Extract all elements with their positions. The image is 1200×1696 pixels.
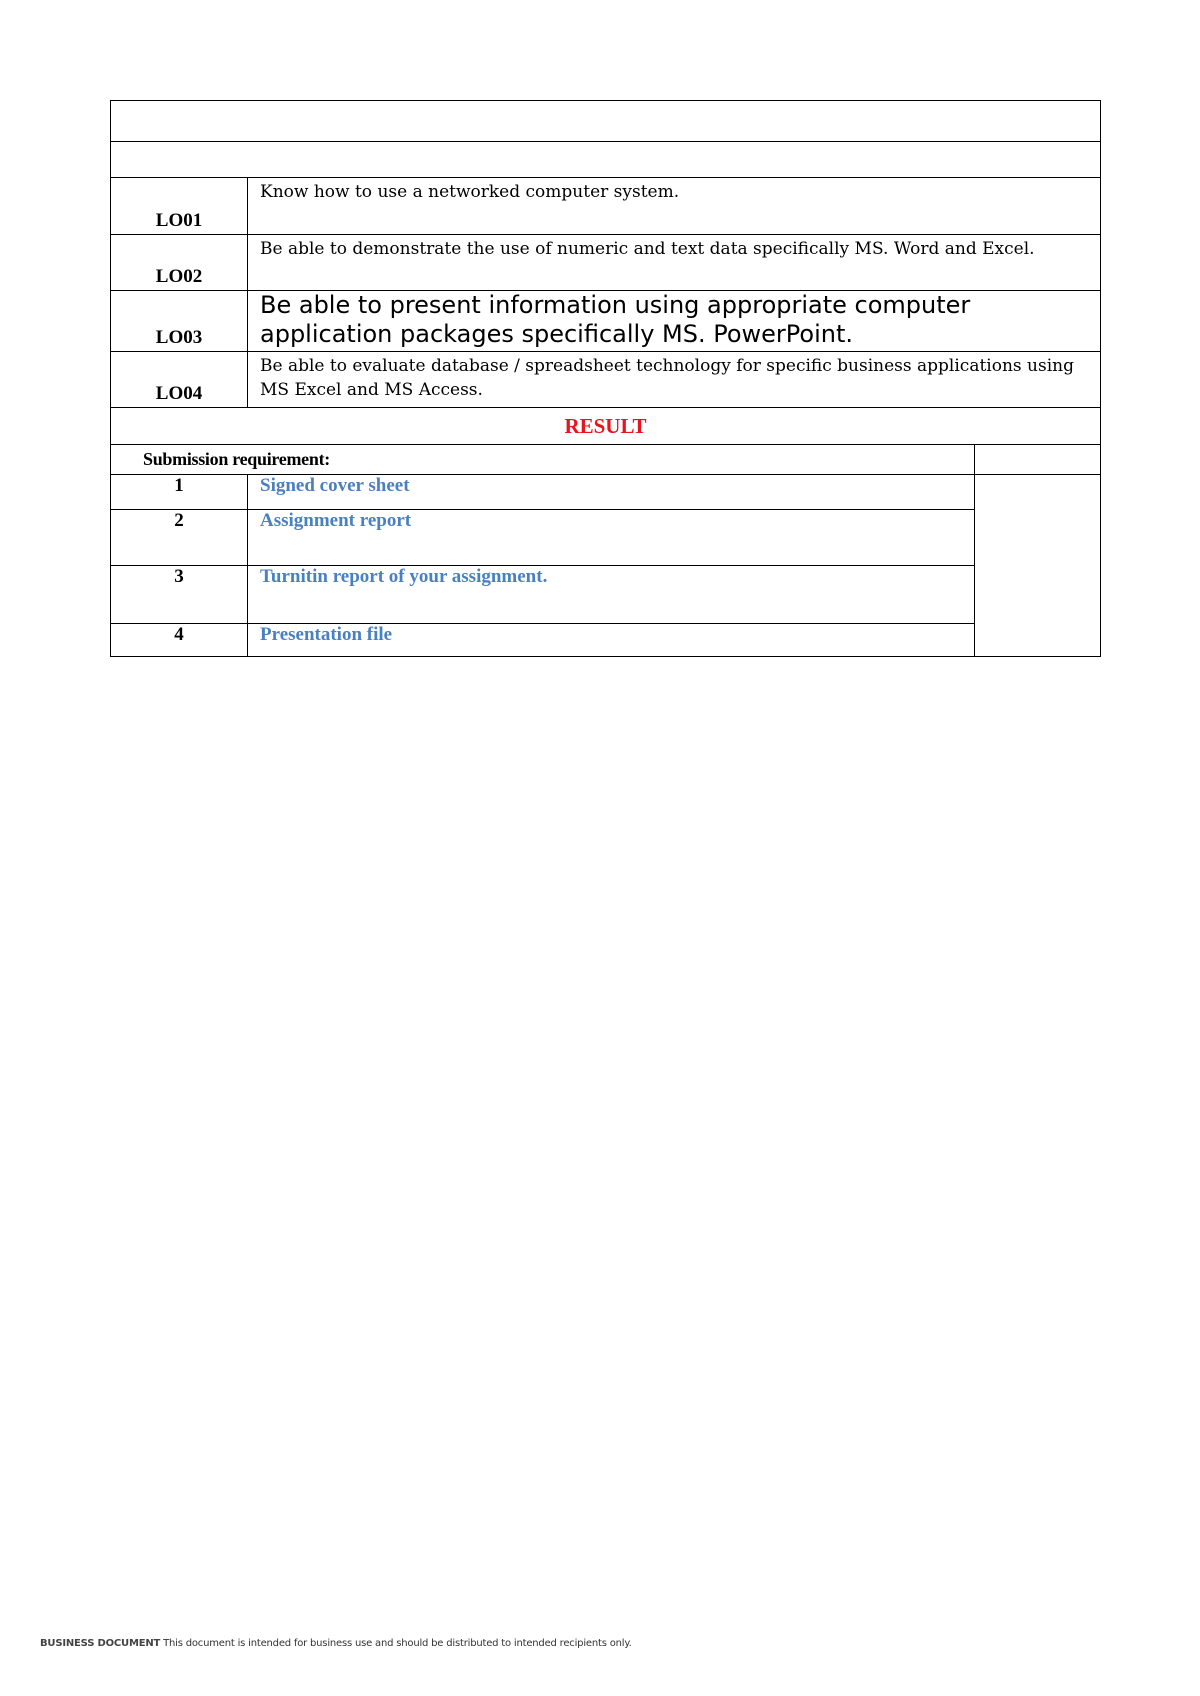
empty-cell xyxy=(111,101,1101,142)
document-footer xyxy=(40,1638,632,1649)
empty-header-row-1 xyxy=(111,101,1101,142)
lo-row-3 xyxy=(111,291,1101,352)
lo-description: Know how to use a networked computer system. xyxy=(248,178,1101,235)
lo-code: LO03 xyxy=(111,291,248,352)
lo-code: LO02 xyxy=(111,235,248,291)
lo-description: Be able to demonstrate the use of numeric and text data specifically MS. Word and Excel. xyxy=(248,235,1101,291)
requirement-number: 4 xyxy=(111,624,248,657)
requirement-text: Assignment report xyxy=(248,510,975,566)
requirement-row xyxy=(111,566,1101,624)
requirement-text: Signed cover sheet xyxy=(248,475,975,510)
lo-row-1 xyxy=(111,178,1101,235)
result-heading: RESULT xyxy=(111,408,1101,445)
lo-row-2 xyxy=(111,235,1101,291)
empty-cell xyxy=(975,445,1101,475)
lo-code: LO01 xyxy=(111,178,248,235)
result-row xyxy=(111,408,1101,445)
lo-row-4 xyxy=(111,352,1101,408)
lo-description: Be able to evaluate database / spreadsheet technology for specific business applications using MS Excel and MS Access. xyxy=(248,352,1101,408)
submission-requirement-label: Submission requirement: xyxy=(111,445,975,475)
requirement-row xyxy=(111,624,1101,657)
requirement-number: 1 xyxy=(111,475,248,510)
empty-header-row-2 xyxy=(111,142,1101,178)
assessment-table xyxy=(110,100,1101,657)
footer-text: This document is intended for business use and should be distributed to intended recipients only. xyxy=(163,1638,632,1649)
requirement-text: Presentation file xyxy=(248,624,975,657)
requirement-check-cell xyxy=(975,475,1101,657)
requirement-row xyxy=(111,510,1101,566)
requirement-row xyxy=(111,475,1101,510)
empty-cell xyxy=(111,142,1101,178)
requirement-number: 2 xyxy=(111,510,248,566)
requirement-number: 3 xyxy=(111,566,248,624)
lo-description: Be able to present information using appropriate computer application packages specifically MS. PowerPoint. xyxy=(248,291,1101,352)
submission-label-row xyxy=(111,445,1101,475)
lo-code: LO04 xyxy=(111,352,248,408)
footer-tag: BUSINESS DOCUMENT xyxy=(40,1638,161,1649)
requirement-text: Turnitin report of your assignment. xyxy=(248,566,975,624)
